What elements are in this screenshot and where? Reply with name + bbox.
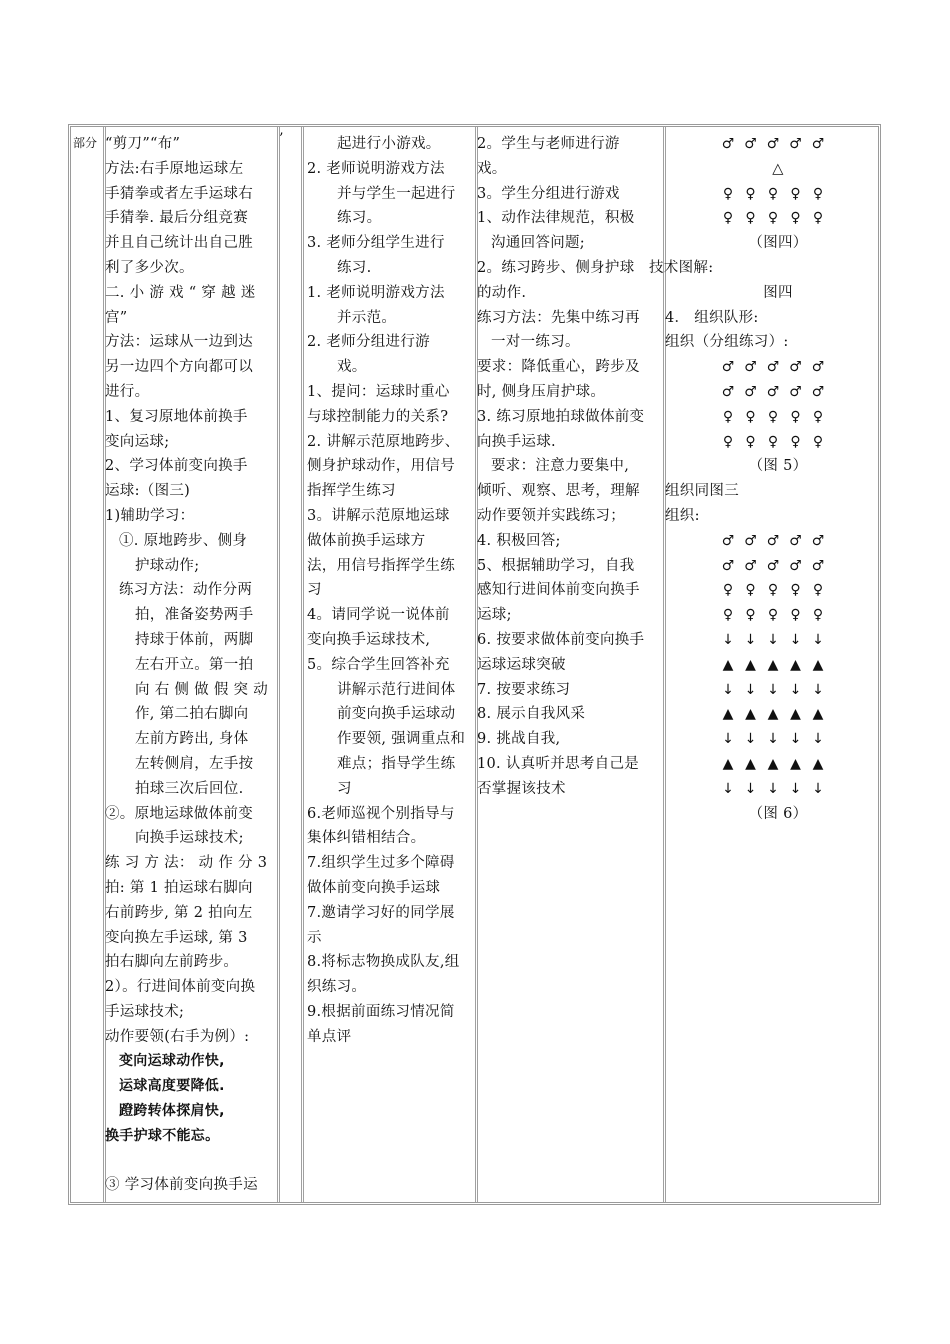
text-line: 9.根据前面练习情况简 [307, 1003, 455, 1020]
text-line: 4。请同学说一说体前 [307, 607, 450, 624]
teacher-triangle-icon: △ [772, 160, 784, 177]
text-line: 变向换左手运球, 第 3 [105, 929, 248, 946]
text-line: ③ 学习体前变向换手运 [105, 1177, 258, 1194]
text-line: 作要领, 强调重点和 [337, 731, 466, 748]
text-line: 前变向换手运球动 [337, 706, 456, 723]
figure-label: 图四 [763, 284, 793, 301]
text-line: 法，用信号指挥学生练 [307, 557, 455, 574]
text-line: 运球高度要降低. [119, 1078, 225, 1095]
text-line: 运球运球突破 [477, 656, 566, 673]
text-line [105, 1149, 277, 1174]
text-line: 并示范。 [337, 309, 397, 326]
text-line: 动作要领并实践练习； [477, 507, 625, 524]
text-line: 持球于体前，两脚 [135, 631, 254, 648]
text-line: 7. 按要求练习 [477, 681, 571, 698]
text-line: 否掌握该技术 [477, 780, 566, 797]
content-column [105, 127, 277, 1202]
text-line: 护球动作; [135, 557, 200, 574]
teacher-activity-column [307, 127, 479, 1202]
figure-title: 技术图解: [649, 259, 714, 276]
text-line: ②。原地运球做体前变 [105, 805, 253, 822]
section-label-column [73, 127, 103, 1202]
text-line: ①. 原地跨步、侧身 [119, 532, 248, 549]
text-line: 变向运球动作快, [119, 1053, 225, 1070]
arrow-row: ↓ ↓ ↓ ↓ ↓ [722, 681, 824, 698]
text-line: 集体纠错相结合。 [307, 830, 426, 847]
text-line: 变向运球; [105, 433, 170, 450]
text-line: 练习。 [337, 210, 382, 227]
text-line: 另一边四个方向都可以 [105, 359, 253, 376]
text-line: 要求：降低重心，跨步及 [477, 359, 640, 376]
text-line: 2. 老师说明游戏方法 [307, 160, 445, 177]
text-line: 进行。 [105, 383, 150, 400]
figure-title: 4． 组织队形: [665, 309, 759, 326]
text-line: 戏。 [477, 160, 507, 177]
text-line: 7.邀请学习好的同学展 [307, 904, 455, 921]
text-line: 练习方法：先集中练习再 [477, 309, 640, 326]
text-line: 拍右脚向左前跨步。 [105, 954, 239, 971]
formation-row-female: ♀ ♀ ♀ ♀ ♀ [722, 582, 824, 599]
text-line: 向换手运球. [477, 433, 556, 450]
text-line: 5、根据辅助学习，自我 [477, 557, 635, 574]
formation-row-female: ♀ ♀ ♀ ♀ ♀ [722, 433, 824, 450]
formation-row-male: ♂ ♂ ♂ ♂ ♂ [721, 557, 825, 574]
text-line: 换手护球不能忘。 [105, 1127, 220, 1144]
text-line: 左右开立。第一拍 [135, 656, 254, 673]
text-line: 左转侧肩，左手按 [135, 755, 254, 772]
text-line: 倾听、观察、思考，理解 [477, 483, 640, 500]
text-line: 3。学生分组进行游戏 [477, 185, 620, 202]
text-line: 1)辅助学习： [105, 507, 195, 524]
text-line: 习 [307, 582, 322, 599]
text-line: 9. 挑战自我, [477, 731, 561, 748]
cone-row: ▲ ▲ ▲ ▲ ▲ [722, 656, 824, 673]
text-line: 6.老师巡视个别指导与 [307, 805, 455, 822]
text-line: 利了多少次。 [105, 259, 194, 276]
column-divider [301, 127, 304, 1202]
text-line: 方法：运球从一边到达 [105, 334, 253, 351]
cone-row: ▲ ▲ ▲ ▲ ▲ [722, 755, 824, 772]
formation-row-male: ♂ ♂ ♂ ♂ ♂ [721, 532, 825, 549]
text-line: 习 [337, 780, 352, 797]
arrow-row: ↓ ↓ ↓ ↓ ↓ [722, 780, 824, 797]
text-line: 感知行进间体前变向换手 [477, 582, 640, 599]
column-divider [277, 127, 280, 1202]
text-line: 方法:右手原地运球左 [105, 160, 244, 177]
text-line: 作, 第二拍右脚向 [135, 706, 249, 723]
figure-subtitle: 组织: [665, 507, 700, 524]
student-activity-column [477, 127, 665, 1202]
text-line: 1、复习原地体前换手 [105, 408, 248, 425]
text-line: 8. 展示自我风采 [477, 706, 586, 723]
text-line: 要求：注意力要集中, [491, 458, 630, 475]
text-line: 宫” [105, 309, 128, 326]
formation-row-female: ♀ ♀ ♀ ♀ ♀ [722, 185, 824, 202]
text-line: 拍球三次后回位. [135, 780, 244, 797]
formation-row-female: ♀ ♀ ♀ ♀ ♀ [722, 210, 824, 227]
text-line: 右前跨步, 第 2 拍向左 [105, 904, 253, 921]
text-line: 10. 认真听并思考自己是 [477, 755, 640, 772]
text-line: 讲解示范行进间体 [337, 681, 456, 698]
text-line: 手猜拳或者左手运球右 [105, 185, 253, 202]
formation-row-female: ♀ ♀ ♀ ♀ ♀ [722, 408, 824, 425]
text-line: 练 习 方 法： 动 作 分 3 [105, 855, 268, 872]
text-line: 沟通回答问题; [491, 235, 585, 252]
text-line: 3. 老师分组学生进行 [307, 235, 445, 252]
text-line: 拍: 第 1 拍运球右脚向 [105, 879, 253, 896]
text-line: 示 [307, 929, 322, 946]
text-line: 7.组织学生过多个障碍 [307, 855, 455, 872]
text-line: 练习. [337, 259, 372, 276]
figure-caption: （图 5） [748, 458, 808, 475]
text-line: 变向换手运球技术, [307, 631, 431, 648]
text-line: 做体前换手运球方 [307, 532, 426, 549]
text-line: 8.将标志物换成队友,组 [307, 954, 460, 971]
text-line: 练习方法：动作分两 [119, 582, 253, 599]
text-line: 2）。行进间体前变向换 [105, 979, 256, 996]
cone-row: ▲ ▲ ▲ ▲ ▲ [722, 706, 824, 723]
text-line: 侧身护球动作，用信号 [307, 458, 455, 475]
text-line: 织练习。 [307, 979, 367, 996]
text-line: 2. 老师分组进行游 [307, 334, 430, 351]
figure-caption: （图四） [748, 235, 808, 252]
organization-column [649, 127, 881, 1202]
text-line: 1、提问：运球时重心 [307, 383, 450, 400]
formation-row-male: ♂ ♂ ♂ ♂ ♂ [721, 136, 825, 152]
text-line: 戏。 [337, 359, 367, 376]
text-line: 1. 老师说明游戏方法 [307, 284, 445, 301]
text-line: 4. 积极回答; [477, 532, 561, 549]
text-line: 运球:（图三) [105, 483, 191, 500]
text-line: 并且自己统计出自己胜 [105, 235, 253, 252]
text-line: 5。综合学生回答补充 [307, 656, 450, 673]
text-line: 做体前变向换手运球 [307, 879, 441, 896]
text-line: 蹬跨转体探肩快, [119, 1103, 225, 1120]
text-line: 单点评 [307, 1028, 352, 1045]
text-line: 6. 按要求做体前变向换手 [477, 631, 645, 648]
text-line: 1、动作法律规范，积极 [477, 210, 635, 227]
text-line: 一对一练习。 [491, 334, 580, 351]
text-line: 的动作. [477, 284, 527, 301]
text-line: 二. 小 游 戏 “ 穿 越 迷 [105, 284, 256, 301]
text-line: 时, 侧身压肩护球。 [477, 383, 606, 400]
text-line: 2。学生与老师进行游 [477, 136, 620, 152]
formation-row-male: ♂ ♂ ♂ ♂ ♂ [721, 359, 825, 376]
text-line: 2、学习体前变向换手 [105, 458, 248, 475]
text-line: 起进行小游戏。 [337, 136, 441, 152]
text-line: 并与学生一起进行 [337, 185, 456, 202]
quote-mark: ’ [279, 131, 284, 147]
text-line: 3。讲解示范原地运球 [307, 507, 450, 524]
formation-row-male: ♂ ♂ ♂ ♂ ♂ [721, 383, 825, 400]
text-line: 向 右 侧 做 假 突 动 [135, 681, 269, 698]
text-line: 3. 练习原地拍球做体前变 [477, 408, 645, 425]
formation-row-female: ♀ ♀ ♀ ♀ ♀ [722, 607, 824, 624]
text-line: 手运球技术; [105, 1003, 185, 1020]
text-line: 2. 讲解示范原地跨步、 [307, 433, 460, 450]
text-line: 与球控制能力的关系? [307, 408, 449, 425]
figure-caption: （图 6） [748, 805, 808, 822]
text-line: 运球; [477, 607, 512, 624]
text-line: “剪刀”“布” [105, 136, 181, 152]
text-line: 左前方跨出, 身体 [135, 731, 249, 748]
text-line: 2。练习跨步、侧身护球 [477, 259, 635, 276]
figure-subtitle: 组织（分组练习）: [665, 334, 789, 351]
text-line: 拍，准备姿势两手 [135, 607, 254, 624]
figure-title: 组织同图三 [665, 483, 739, 500]
arrow-row: ↓ ↓ ↓ ↓ ↓ [722, 731, 824, 748]
lesson-plan-table [68, 124, 881, 1205]
text-line: 指挥学生练习 [307, 483, 396, 500]
text-line: 难点；指导学生练 [337, 755, 456, 772]
text-line: 向换手运球技术; [135, 830, 244, 847]
section-label: 部分 [73, 136, 98, 150]
arrow-row: ↓ ↓ ↓ ↓ ↓ [722, 631, 824, 648]
text-line: 手猜拳. 最后分组竞赛 [105, 210, 249, 227]
text-line: 动作要领(右手为例）: [105, 1028, 250, 1045]
